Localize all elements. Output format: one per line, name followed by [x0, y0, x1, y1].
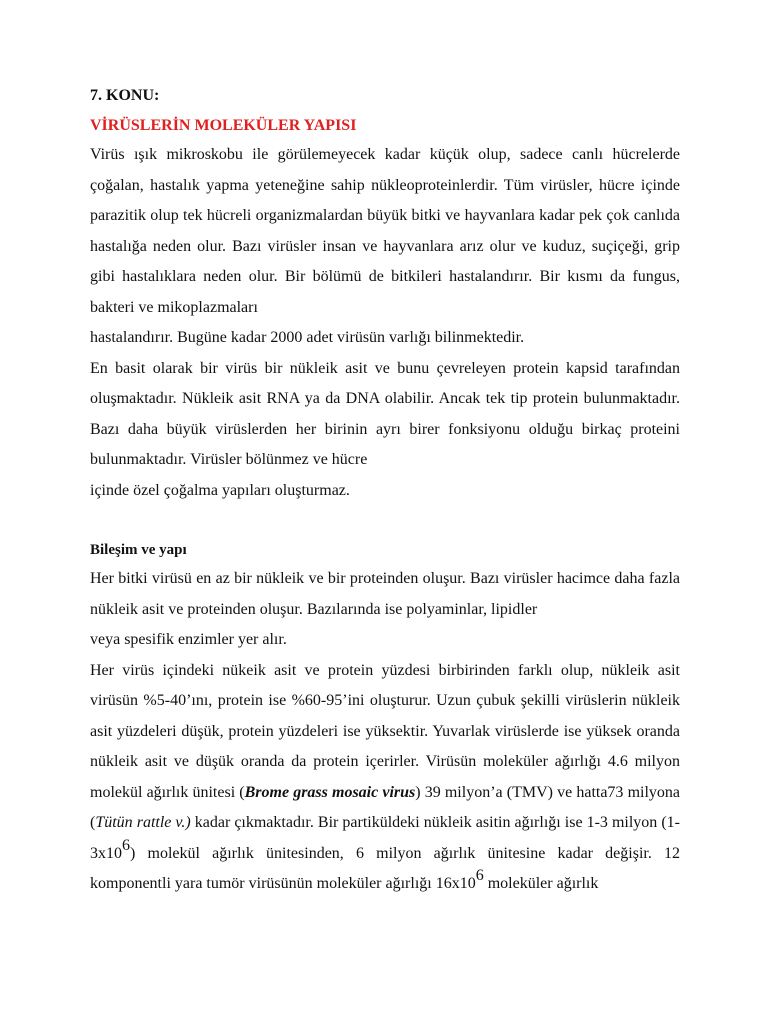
virus-name-brome: Brome grass mosaic virus: [244, 783, 416, 801]
section-title: VİRÜSLERİN MOLEKÜLER YAPISI: [90, 117, 357, 134]
intro-paragraph-1-text: Virüs ışık mikroskobu ile görülemeyecek kadar küçük olup, sadece canlı hücrelerde çoğalan, hastalık yapma yeteneğine sahip nükleoproteinlerdir. Tüm virüsler, hücre içinde parazitik olup tek hücreli organizmalardan büyük bitki ve hayvanlara kadar pek çok canlıda hastalığa neden olur. Bazı virüsler insan ve hayvanlara arız olur ve kuduz, suçiçeği, grip gibi hastalıklara neden olur. Bir bölümü de bitkileri hastalandırır. Bir kısmı da fungus, bakteri ve mikoplazmaları: [90, 146, 680, 316]
intro-paragraph-2-last-line: içinde özel çoğalma yapıları oluşturmaz.: [90, 481, 350, 499]
composition-paragraph-2-part-b: ) 39 milyon’a (TMV) ve hatta73 milyona (: [90, 783, 681, 831]
composition-paragraph-1-text: Her bitki virüsü en az bir nükleik ve bir proteinden oluşur. Bazı virüsler hacimce daha fazla nükleik asit ve proteinden oluşur. Bazılarında ise polyaminlar, lipidler: [90, 570, 680, 618]
virus-name-tutun: Tütün rattle v.): [95, 814, 191, 831]
section-number: 7. KONU:: [90, 87, 160, 104]
composition-paragraph-2-part-d: ) molekül ağırlık ünitesinden, 6 milyon ağırlık ünitesine kadar değişir. 12 komponentli yara tumör virüsünün moleküler ağırlığı 16x10: [90, 844, 680, 892]
intro-paragraph-2: [90, 354, 680, 476]
composition-paragraph-1: [90, 564, 680, 625]
intro-paragraph-1-last-line: hastalandırır. Bugüne kadar 2000 adet virüsün varlığı bilinmektedir.: [90, 329, 525, 346]
document-page: [90, 86, 680, 900]
superscript-exponent-2: 6: [475, 867, 484, 884]
composition-paragraph-2-part-e: moleküler ağırlık: [483, 875, 599, 892]
intro-paragraph-2-text: En basit olarak bir virüs bir nükleik asit ve bunu çevreleyen protein kapsid tarafından oluşmaktadır. Nükleik asit RNA ya da DNA olabilir. Ancak tek tip protein bulunmaktadır. Bazı daha büyük virüslerden her birinin ayrı birer fonksiyonu olduğu birkaç proteini bulunmaktadır. Virüsler bölünmez ve hücre: [90, 359, 680, 468]
subsection-heading: Bileşim ve yapı: [90, 542, 187, 558]
spacer: [90, 506, 680, 536]
composition-paragraph-2-part-c: kadar çıkmaktadır. Bir partiküldeki nükleik asitin ağırlığı ise 1-3 milyon (1-3x10: [90, 814, 681, 862]
composition-paragraph-1-last-line: veya spesifik enzimler yer alır.: [90, 631, 287, 648]
composition-paragraph-2: [90, 656, 680, 900]
superscript-exponent-1: 6: [122, 836, 130, 854]
composition-paragraph-2-part-a: Her virüs içindeki nükeik asit ve protein yüzdesi birbirinden farklı olup, nükleik asit virüsün %5-40’ını, protein ise %60-95’ini oluşturur. Uzun çubuk şekilli virüslerin nükleik asit yüzdeleri düşük, protein yüzdeleri ise yüksektir. Yuvarlak virüslerde ise yüksek oranda nükleik asit ve düşük oranda da protein içerirler. Virüsün moleküler ağırlığı 4.6 milyon molekül ağırlık ünitesi (: [90, 661, 680, 801]
intro-paragraph-1: [90, 140, 680, 323]
